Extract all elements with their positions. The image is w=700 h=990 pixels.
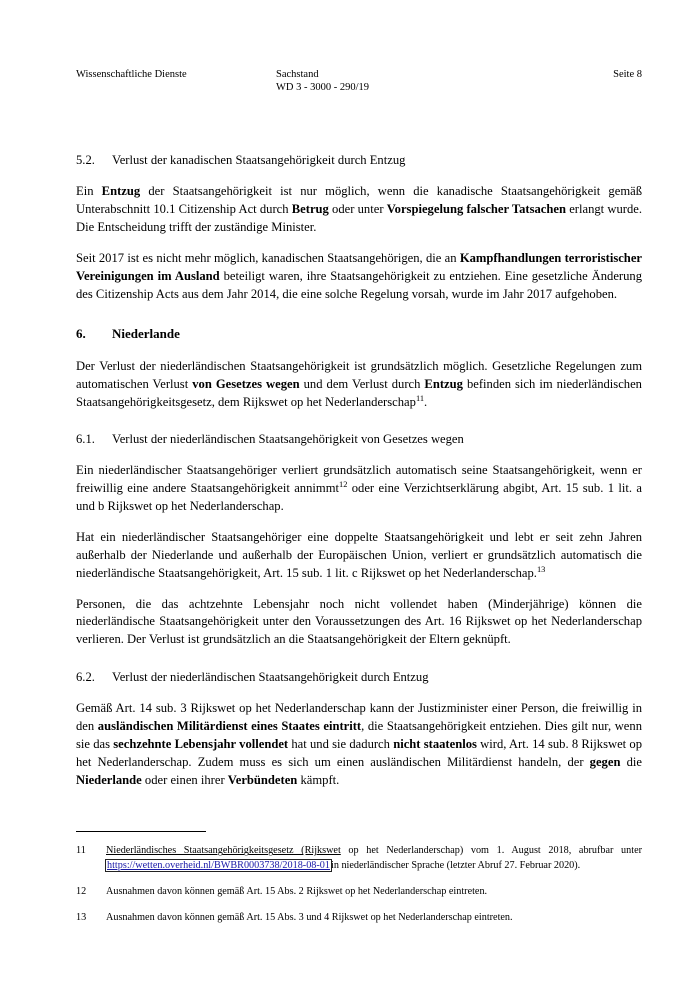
text-run: oder einen ihrer xyxy=(141,772,228,787)
footnote-ref-12: 12 xyxy=(339,480,348,490)
header-center xyxy=(276,68,562,94)
paragraph-automatischer-verlust xyxy=(76,462,642,516)
paragraph-entzug-niederlande xyxy=(76,700,642,789)
text-bold: Kampfhandlungen terroristischer Vereinigungen im Ausland xyxy=(76,250,642,283)
text-run: in niederländischer Sprache (letzter Abruf 27. Februar 2020). xyxy=(330,859,581,871)
footnote-11 xyxy=(76,844,642,872)
text-run: erlangt wurde. Die Entscheidung trifft der zuständige Minister. xyxy=(76,202,643,234)
text-run: Gemäß Art. 14 sub. 3 Rijkswet op het Nederlanderschap kann der Justizminister einer Person, die freiwillig in den xyxy=(76,701,642,733)
text-bold: Verbündeten xyxy=(227,772,298,787)
paragraph-niederlande-intro xyxy=(76,358,642,412)
text-run: oder unter xyxy=(328,202,387,216)
footnote-number: 12 xyxy=(76,885,87,897)
heading-6-1-title: Verlust der niederländischen Staatsangehörigkeit von Gesetzes wegen xyxy=(112,432,464,447)
paragraph-minderjaehrige: Personen, die das achtzehnte Lebensjahr noch nicht vollendet haben (Minderjährige) können die niederländische Staatsangehörigkeit unter den Voraussetzungen des Art. 16 Rijkswet op het Nederlanderschap verlieren. Der Verlust ist grundsätzlich an die Staatsangehörigkeit der Eltern geknüpft. xyxy=(76,596,642,647)
text-run: Seit 2017 ist es nicht mehr möglich, kanadischen Staatsangehörigen, die an xyxy=(76,250,460,265)
header-page-number: Seite 8 xyxy=(613,69,642,80)
footnote-area xyxy=(76,844,642,924)
text-bold: von Gesetzes wegen xyxy=(192,376,300,391)
text-run: beteiligt waren, ihre Staatsangehörigkeit zu entziehen. Eine gesetzliche Änderung des Citizenship Acts aus dem Jahr 2014, die eine solche Regelung vorsah, wurde im Jahr 2017 aufgehoben. xyxy=(76,268,642,301)
heading-6-1 xyxy=(76,431,642,449)
heading-6-title: Niederlande xyxy=(112,326,180,342)
heading-6-2 xyxy=(76,669,642,687)
text-run: Der Verlust der niederländischen Staatsangehörigkeit ist grundsätzlich möglich. Gesetzliche Regelungen zum automatischen Verlust xyxy=(76,358,642,391)
paragraph-doppelte-staatsangehoerigkeit xyxy=(76,529,642,583)
footnote-ref-13: 13 xyxy=(536,564,546,574)
footnote-13 xyxy=(76,911,642,925)
text-run: Ein niederländischer Staatsangehöriger verliert grundsätzlich automatisch seine Staatsangehörigkeit, wenn er freiwillig eine andere Staatsangehörigkeit annimmt xyxy=(76,463,642,496)
header-center-line1: Sachstand xyxy=(276,69,319,80)
text-run: , die Staatsangehörigkeit entziehen. Dies gilt nur, wenn sie das xyxy=(76,718,642,751)
heading-6-number: 6. xyxy=(76,326,86,342)
heading-6-2-number: 6.2. xyxy=(76,670,95,685)
text-bold: ausländischen Militärdienst eines Staates eintritt xyxy=(97,718,362,733)
footnote-text: Ausnahmen davon können gemäß Art. 15 Abs. 2 Rijkswet op het Nederlanderschap eintreten. xyxy=(106,885,488,897)
text-run: . xyxy=(424,394,428,409)
text-run: Ein xyxy=(76,184,102,199)
footnote-separator xyxy=(76,831,206,832)
text-run: der Staatsangehörigkeit ist nur möglich, wenn die kanadische Staatsangehörigkeit gemäß Unterabschnitt 10.1 Citizenship Act durch xyxy=(76,184,642,216)
footnote-text: Ausnahmen davon können gemäß Art. 15 Abs. 3 und 4 Rijkswet op het Nederlanderschap eintreten. xyxy=(106,911,513,923)
text-bold: sechzehnte Lebensjahr vollendet xyxy=(113,736,289,751)
header-left: Wissenschaftliche Dienste xyxy=(76,69,187,80)
heading-6-2-title: Verlust der niederländischen Staatsangehörigkeit durch Entzug xyxy=(112,670,429,685)
text-run: kämpft. xyxy=(297,772,340,787)
heading-6-1-number: 6.1. xyxy=(76,432,95,447)
footnote-number: 13 xyxy=(76,911,87,923)
paragraph-seit-2017 xyxy=(76,250,642,304)
text-bold: Entzug xyxy=(101,184,141,199)
text-run: hat und sie dadurch xyxy=(288,736,394,751)
text-run: die xyxy=(620,754,642,769)
footnote-text xyxy=(106,844,642,872)
footnote-link-box[interactable] xyxy=(105,859,332,873)
footnote-12 xyxy=(76,885,642,899)
heading-6 xyxy=(76,325,642,343)
text-bold: gegen xyxy=(589,754,621,769)
footnote-ref-11: 11 xyxy=(415,393,425,403)
header-center-line2: WD 3 - 3000 - 290/19 xyxy=(276,82,370,94)
heading-5-2 xyxy=(76,152,642,170)
paragraph-entzug-kanada xyxy=(76,183,642,237)
text-run: und dem Verlust durch xyxy=(299,376,425,391)
heading-5-2-number: 5.2. xyxy=(76,153,95,168)
text-run: befinden sich im niederländischen Staatsangehörigkeitsgesetz, dem Rijkswet op het Nederlanderschap xyxy=(76,376,642,409)
footnote-link[interactable]: https://wetten.overheid.nl/BWBR0003738/2018-08-01 xyxy=(107,859,330,871)
text-bold: nicht staatenlos xyxy=(393,736,477,751)
document-body xyxy=(76,152,642,789)
text-run: op het Nederlanderschap) vom 1. August 2018, abrufbar unter xyxy=(340,845,642,857)
text-run: Hat ein niederländischer Staatsangehöriger eine doppelte Staatsangehörigkeit und lebt er seit zehn Jahren außerhalb der Niederlande und außerhalb der Europäischen Union, verliert er grundsätzlich automatisch die niederländische Staatsangehörigkeit, Art. 15 sub. 1 lit. c Rijkswet op het Nederlanderschap. xyxy=(76,529,642,580)
text-bold: Entzug xyxy=(424,376,463,391)
running-header xyxy=(76,68,642,94)
text-run: oder eine Verzichtserklärung abgibt, Art. 15 sub. 1 lit. a und b Rijkswet op het Nederlanderschap. xyxy=(76,481,642,514)
text-bold: Vorspiegelung falscher Tatsachen xyxy=(386,202,566,216)
text-bold: Niederlande xyxy=(76,772,142,787)
text-bold: Betrug xyxy=(291,202,329,216)
text-run: wird, Art. 14 sub. 8 Rijkswet op het Nederlanderschap. Zudem muss es sich um einen ausländischen Militärdienst handeln, der xyxy=(76,736,642,769)
footnote-underlined-text: Niederländisches Staatsangehörigkeitsgesetz (Rijkswet xyxy=(106,845,341,857)
heading-5-2-title: Verlust der kanadischen Staatsangehörigkeit durch Entzug xyxy=(112,153,406,168)
footnote-number: 11 xyxy=(76,845,86,857)
